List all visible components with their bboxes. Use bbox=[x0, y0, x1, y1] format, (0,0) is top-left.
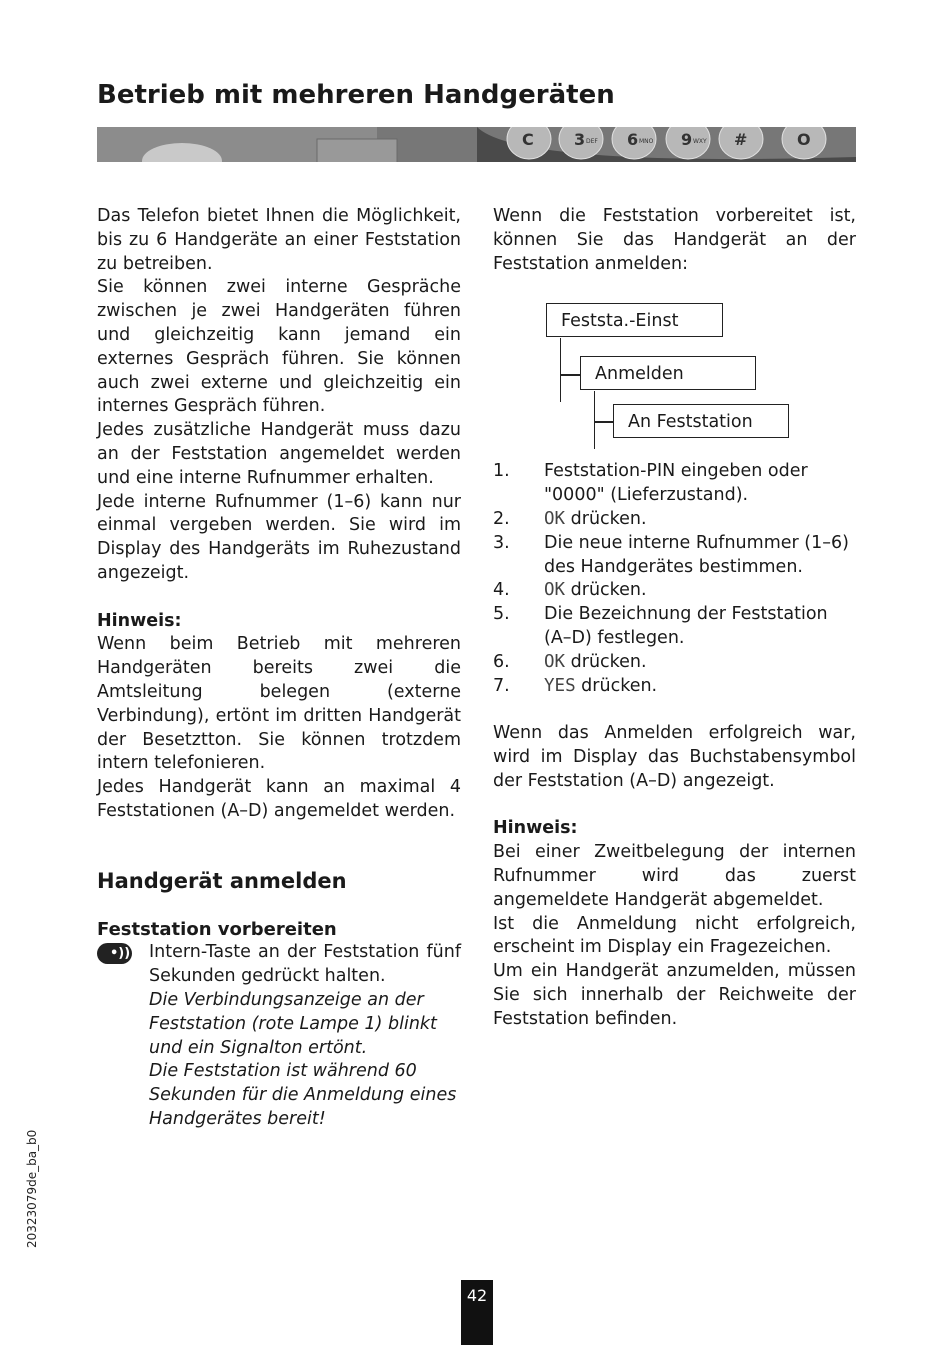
registration-paragraph: Jedes zusätzliche Handgerät muss dazu an der Feststation angemeldet werden und eine interne Rufnummer erhalten. bbox=[97, 420, 461, 488]
keypad-key-label: # bbox=[734, 130, 748, 149]
right-column bbox=[493, 205, 856, 1032]
note-basestations-paragraph: Jedes Handgerät kann an maximal 4 Feststationen (A–D) angemeldet werden. bbox=[97, 777, 461, 821]
step-number: 4. bbox=[493, 580, 510, 601]
menu-path-diagram bbox=[493, 290, 856, 450]
step-text: Die Bezeichnung der Feststation (A–D) festlegen. bbox=[544, 604, 828, 648]
step-text: Die neue interne Rufnummer (1–6) des Handgerätes bestimmen. bbox=[544, 532, 849, 577]
sub-heading: Feststation vorbereiten bbox=[97, 918, 337, 940]
internal-number-paragraph: Jede interne Rufnummer (1–6) kann nur einmal vergeben werden. Sie wird im Display des Handgeräts im Ruhezustand angezeigt. bbox=[97, 491, 461, 583]
display-softkey-label: OK bbox=[544, 508, 566, 529]
intern-key-icon: •)) bbox=[97, 943, 132, 964]
note-busy-paragraph: Wenn beim Betrieb mit mehreren Handgeräten bereits zwei die Amtsleitung belegen (externe Verbindung), ertönt im dritten Handgerät der Besetztton. Sie können trotzdem intern telefonieren. bbox=[97, 634, 461, 774]
step-item bbox=[493, 651, 856, 675]
result-paragraph: Wenn das Anmelden erfolgreich war, wird im Display das Buchstabensymbol der Feststation (A–D) angezeigt. bbox=[493, 723, 856, 791]
menu-item-an-feststation: An Feststation bbox=[613, 404, 789, 438]
menu-item-feststa-einst: Feststa.-Einst bbox=[546, 303, 723, 337]
keypad-illustration bbox=[97, 127, 856, 162]
step-text: drücken. bbox=[565, 508, 647, 529]
keypad-key-label: O bbox=[797, 130, 811, 149]
step-number: 1. bbox=[493, 461, 510, 482]
step-item bbox=[493, 579, 856, 603]
registration-steps bbox=[493, 460, 856, 698]
step-item bbox=[493, 603, 856, 651]
keypad-key-label: 9 bbox=[681, 130, 693, 149]
keypad-key-label: C bbox=[522, 130, 534, 149]
keypad-key-sublabel: DEF bbox=[586, 138, 598, 145]
prepare-step bbox=[97, 941, 461, 1131]
step-number: 3. bbox=[493, 532, 510, 553]
step-number: 2. bbox=[493, 508, 510, 529]
keypad-key-label: 3 bbox=[574, 130, 586, 149]
step-text: Feststation-PIN eingeben oder "0000" (Lieferzustand). bbox=[544, 461, 808, 506]
display-softkey-label: OK bbox=[544, 580, 566, 601]
step-item bbox=[493, 508, 856, 532]
keypad-banner-image bbox=[97, 127, 856, 162]
document-code: 20323079de_ba_b0 bbox=[25, 1129, 39, 1248]
intro-paragraph: Das Telefon bietet Ihnen die Möglichkeit, bis zu 6 Handgeräte an einer Feststation zu betreiben. bbox=[97, 206, 461, 274]
page-title: Betrieb mit mehreren Handgeräten bbox=[97, 80, 615, 110]
right-note-3: Um ein Handgerät anzumelden, müssen Sie sich innerhalb der Reichweite der Feststation befinden. bbox=[493, 961, 856, 1029]
page-number: 42 bbox=[461, 1280, 493, 1345]
step-number: 5. bbox=[493, 604, 510, 625]
keypad-key-sublabel: WXY bbox=[693, 138, 707, 145]
keypad-key-label: 6 bbox=[627, 130, 639, 149]
display-softkey-label: YES bbox=[544, 675, 576, 696]
display-softkey-label: OK bbox=[544, 651, 566, 672]
step-text: drücken. bbox=[575, 675, 658, 696]
right-note-2: Ist die Anmeldung nicht erfolgreich, erscheint im Display ein Fragezeichen. bbox=[493, 913, 856, 958]
section-heading: Handgerät anmelden bbox=[97, 868, 347, 893]
keypad-key-sublabel: MNO bbox=[639, 138, 654, 145]
note-heading: Hinweis: bbox=[97, 610, 182, 631]
step-number: 7. bbox=[493, 675, 510, 696]
step-text: drücken. bbox=[565, 651, 647, 672]
step-instruction: Intern-Taste an der Feststation fünf Sekunden gedrückt halten. bbox=[149, 942, 461, 987]
menu-item-anmelden: Anmelden bbox=[580, 356, 756, 390]
step-item bbox=[493, 460, 856, 508]
left-column bbox=[97, 205, 461, 1132]
step-result-2: Die Feststation ist während 60 Sekunden für die Anmeldung eines Handgerätes bereit! bbox=[149, 1061, 457, 1129]
step-number: 6. bbox=[493, 651, 510, 672]
step-item bbox=[493, 675, 856, 699]
right-intro-paragraph: Wenn die Feststation vorbereitet ist, können Sie das Handgerät an der Feststation anmelden: bbox=[493, 206, 856, 274]
step-text: drücken. bbox=[565, 580, 647, 601]
step-item bbox=[493, 532, 856, 580]
right-note-heading: Hinweis: bbox=[493, 818, 578, 839]
right-note-1: Bei einer Zweitbelegung der internen Rufnummer wird das zuerst angemeldete Handgerät abgemeldet. bbox=[493, 842, 856, 910]
calls-paragraph: Sie können zwei interne Gespräche zwischen je zwei Handgeräten führen und gleichzeitig kann jemand ein externes Gespräch führen. Sie können auch zwei externe und gleichzeitig ein internes Gespräch führen. bbox=[97, 277, 461, 417]
step-result-1: Die Verbindungsanzeige an der Feststation (rote Lampe 1) blinkt und ein Signalton ertönt. bbox=[149, 989, 437, 1058]
